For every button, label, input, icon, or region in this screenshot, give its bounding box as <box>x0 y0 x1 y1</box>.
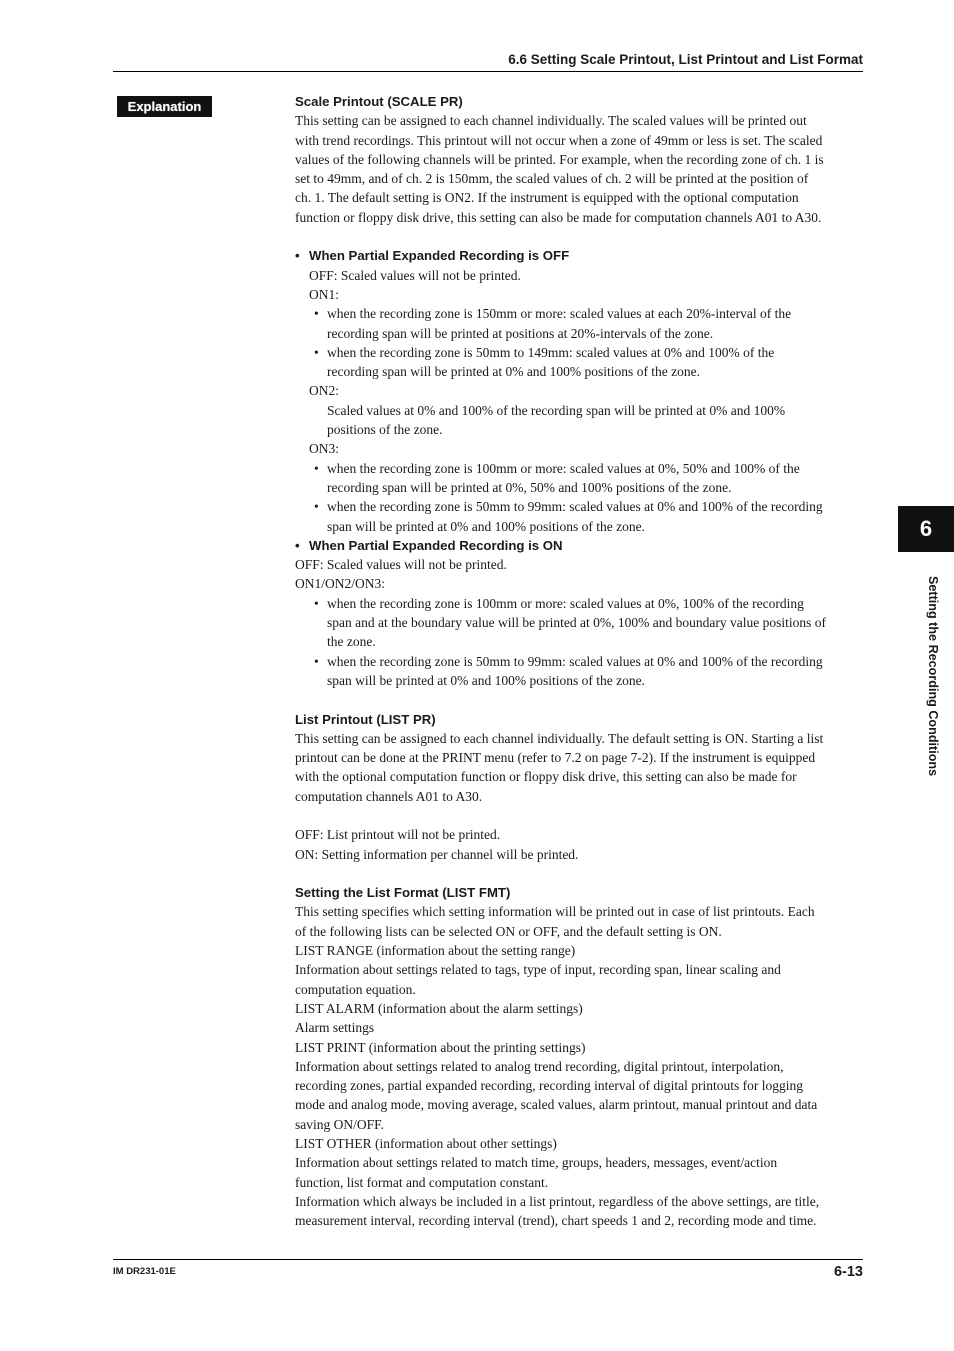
off-mode-off-text: OFF: Scaled values will not be printed. <box>309 267 521 283</box>
text-line: • when the recording zone is 100mm or more: scaled values at 0%, 100% of the recording <box>327 595 804 611</box>
footer-doc-id: IM DR231-01E <box>113 1266 176 1277</box>
header-rule <box>113 71 863 72</box>
running-header-title: 6.6 Setting Scale Printout, List Printout and List Format <box>508 52 863 67</box>
text-line: • when the recording zone is 150mm or more: scaled values at each 20%-interval of the <box>327 306 792 322</box>
text-line: Alarm settings <box>295 1020 375 1036</box>
list-item <box>295 594 863 652</box>
text-line: span will be printed at 0% and 100% positions of the zone. <box>327 672 645 688</box>
text-line: • when the recording zone is 50mm to 99mm: scaled values at 0% and 100% of the recording <box>327 499 823 515</box>
list-printout-on-text: ON: Setting information per channel will be printed. <box>295 846 579 862</box>
text-line: ch. 1. The default setting is ON2. If the instrument is equipped with the optional computation <box>295 190 799 206</box>
text-line: This setting can be assigned to each channel individually. The default setting is ON. Starting a list <box>295 730 824 746</box>
text-line: recording span will be printed at 0%, 50% and 100% positions of the zone. <box>327 479 732 495</box>
on-mode-label: ON1/ON2/ON3: <box>295 576 385 592</box>
text-line: set to 49mm, and of ch. 2 is 150mm, the scaled values of ch. 2 will be printed at the position of <box>295 171 809 187</box>
text-line: saving ON/OFF. <box>295 1116 384 1132</box>
list-item <box>295 652 863 691</box>
spacer <box>295 806 863 825</box>
page-number: 6-13 <box>833 1264 863 1280</box>
text-line: Information about settings related to analog trend recording, digital printout, interpolation, <box>295 1058 784 1074</box>
spacer <box>295 227 863 246</box>
scale-printout-heading: Scale Printout (SCALE PR) <box>295 94 463 109</box>
list-printout-heading: List Printout (LIST PR) <box>295 711 436 727</box>
text-line: span and at the boundary value will be printed at 0%, 100% and boundary value positions of <box>327 615 827 631</box>
text-line: • when the recording zone is 50mm to 99mm: scaled values at 0% and 100% of the recording <box>327 653 823 669</box>
text-line: function or floppy disk drive, this setting can also be made for computation channels A01 to A30. <box>295 209 822 225</box>
partial-expanded-off-heading: • When Partial Expanded Recording is OFF <box>295 246 863 265</box>
chapter-side-label: Setting the Recording Conditions <box>926 576 940 777</box>
list-item <box>295 459 863 498</box>
scale-printout-intro <box>295 111 863 227</box>
text-line: Scaled values at 0% and 100% of the recording span will be printed at 0% and 100% <box>327 402 786 418</box>
list-printout-off-text: OFF: List printout will not be printed. <box>295 827 501 843</box>
text-line: LIST OTHER (information about other settings) <box>295 1136 557 1152</box>
on1-label: ON1: <box>309 286 339 302</box>
text-line: positions of the zone. <box>327 422 443 438</box>
text-line: measurement interval, recording interval (trend), chart speeds 1 and 2, recording mode and time. <box>295 1213 817 1229</box>
on2-label: ON2: <box>309 383 339 399</box>
chapter-tab: 6 <box>898 506 954 552</box>
spacer <box>295 864 863 883</box>
text-line: computation channels A01 to A30. <box>295 788 483 804</box>
text-line: Information which always be included in a list printout, regardless of the above settings, are title, <box>295 1193 820 1209</box>
text-line: with trend recordings. This printout will not occur when a zone of 49mm or less is set. The scaled <box>295 132 823 148</box>
list-item <box>295 343 863 382</box>
text-line: of the following lists can be selected ON or OFF, and the default setting is ON. <box>295 923 722 939</box>
text-line: values of the following channels will be printed. For example, when the recording zone of ch. 1 is <box>295 151 824 167</box>
text-line: LIST RANGE (information about the setting range) <box>295 943 576 959</box>
list-format-body <box>295 902 863 1230</box>
text-line: Information about settings related to match time, groups, headers, messages, event/action <box>295 1155 778 1171</box>
text-line: span will be printed at 0% and 100% positions of the zone. <box>327 518 645 534</box>
text-line: • when the recording zone is 50mm to 149mm: scaled values at 0% and 100% of the <box>327 344 775 360</box>
list-printout-intro <box>295 729 863 806</box>
text-line: recording span will be printed at 0% and 100% positions of the zone. <box>327 364 701 380</box>
text-line: with the optional computation function or floppy disk drive, this setting can also be made for <box>295 769 797 785</box>
list-item <box>295 304 863 343</box>
text-line: computation equation. <box>295 981 416 997</box>
spacer <box>295 690 863 709</box>
on-mode-off-text: OFF: Scaled values will not be printed. <box>295 557 507 573</box>
text-line: recording span will be printed at positions at 20%-intervals of the zone. <box>327 325 714 341</box>
page-content <box>295 92 863 1231</box>
text-line: This setting can be assigned to each channel individually. The scaled values will be printed out <box>295 113 807 129</box>
text-line: mode and analog mode, moving average, scaled values, alarm printout, manual printout and data <box>295 1097 818 1113</box>
list-format-heading: Setting the List Format (LIST FMT) <box>295 885 511 901</box>
text-line: printout can be done at the PRINT menu (refer to 7.2 on page 7-2). If the instrument is equipped <box>295 750 816 766</box>
explanation-tag: Explanation <box>117 96 212 117</box>
footer-rule <box>113 1259 863 1260</box>
text-line: Information about settings related to tags, type of input, recording span, linear scaling and <box>295 962 781 978</box>
text-line: This setting specifies which setting information will be printed out in case of list printouts. Each <box>295 904 815 920</box>
partial-expanded-on-heading: • When Partial Expanded Recording is ON <box>295 536 863 555</box>
text-line: • when the recording zone is 100mm or more: scaled values at 0%, 50% and 100% of the <box>327 460 800 476</box>
text-line: LIST PRINT (information about the printing settings) <box>295 1039 586 1055</box>
on3-label: ON3: <box>309 441 339 457</box>
text-line: function, list format and computation constant. <box>295 1174 549 1190</box>
text-line: LIST ALARM (information about the alarm settings) <box>295 1000 583 1016</box>
list-item <box>295 497 863 536</box>
on2-text <box>295 401 863 440</box>
text-line: the zone. <box>327 634 376 650</box>
text-line: recording zones, partial expanded recording, recording interval of digital printouts for logging <box>295 1078 803 1094</box>
